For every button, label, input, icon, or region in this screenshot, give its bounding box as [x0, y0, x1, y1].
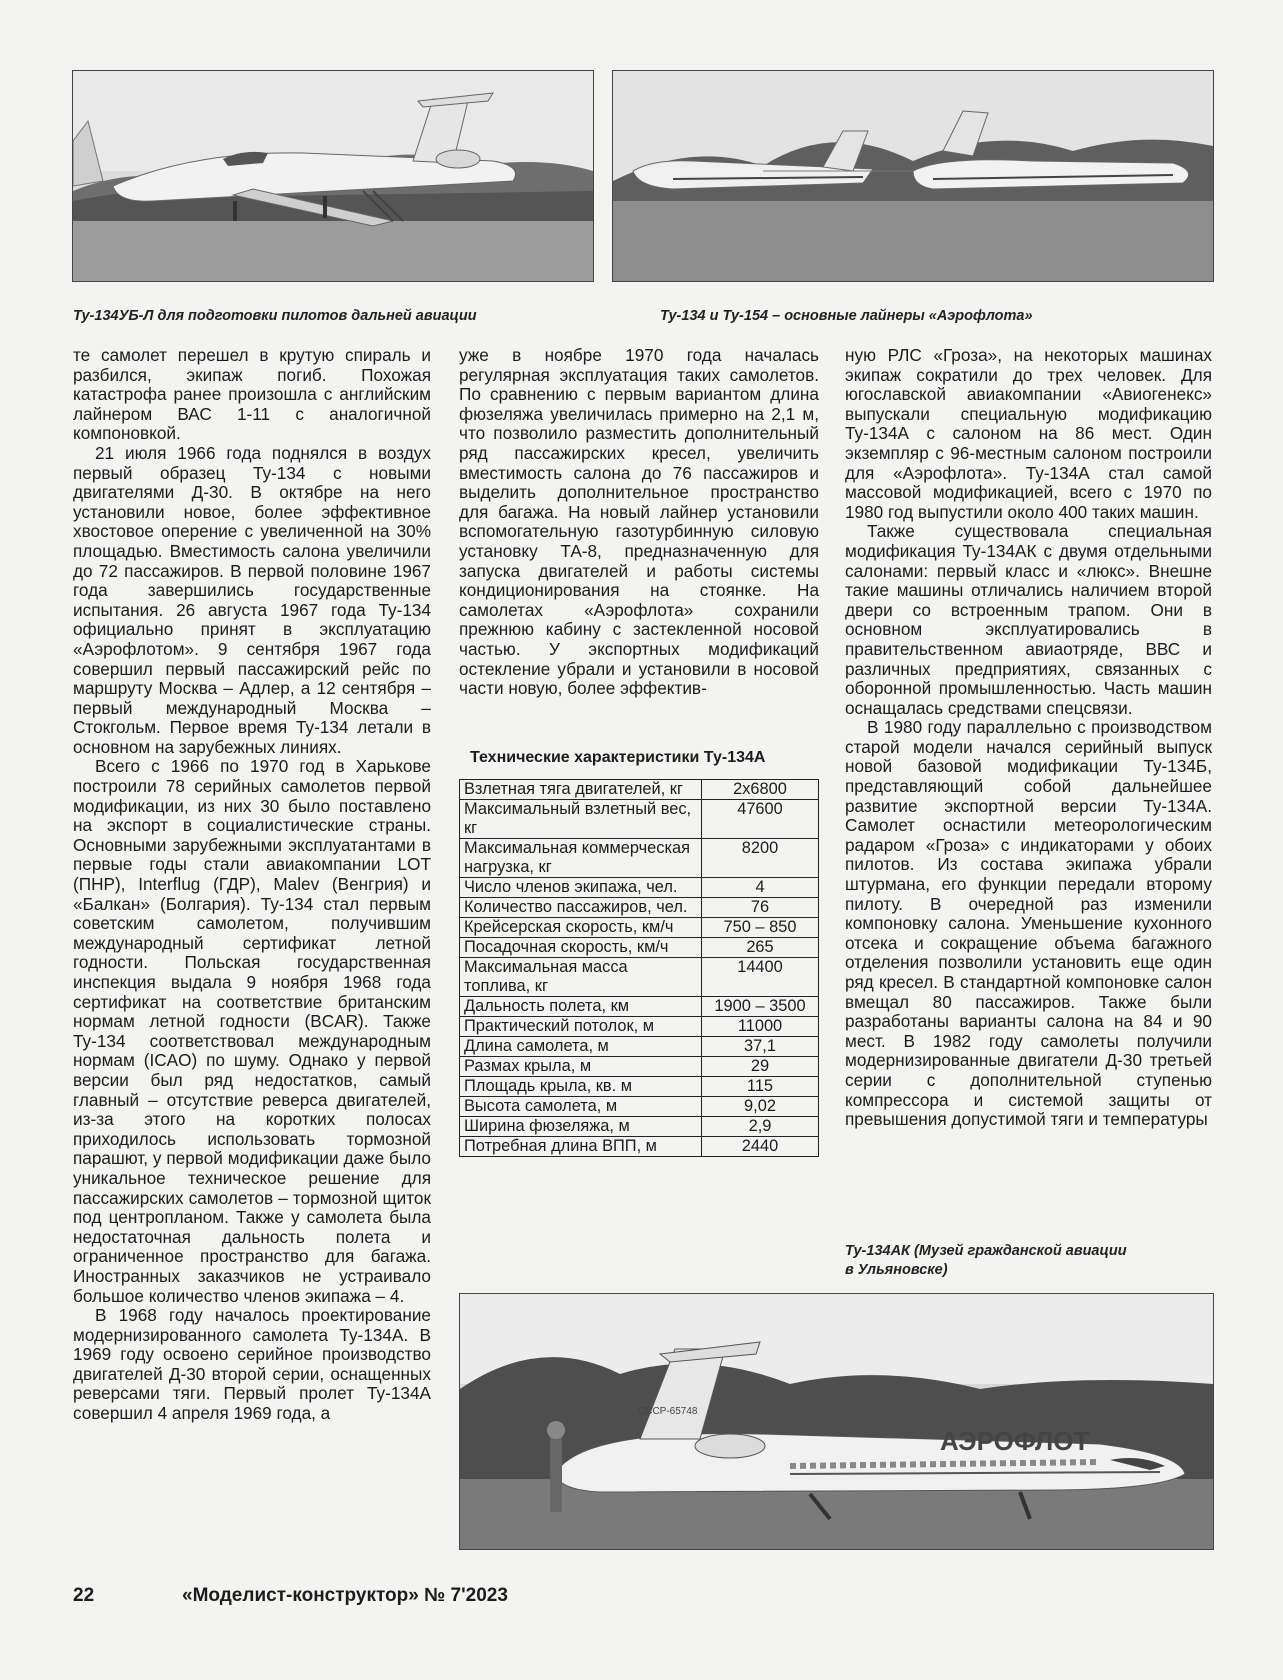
spec-parameter: Потребная длина ВПП, м — [460, 1137, 702, 1157]
spec-parameter: Посадочная скорость, км/ч — [460, 938, 702, 958]
tu134-tu154-image — [613, 71, 1213, 281]
spec-value: 115 — [702, 1077, 819, 1097]
text-column-3 — [845, 346, 1212, 1130]
spec-parameter: Число членов экипажа, чел. — [460, 878, 702, 898]
specs-row — [460, 1037, 819, 1057]
spec-value: 9,02 — [702, 1097, 819, 1117]
page-number: 22 — [73, 1585, 95, 1606]
photo-tu134-tu154 — [612, 70, 1214, 282]
specs-row — [460, 1097, 819, 1117]
text-column-2 — [459, 346, 819, 699]
specs-table — [459, 779, 819, 1157]
col1-paragraph: 21 июля 1966 года поднялся в воздух первый образец Ту-134 с новыми двигателями Д-30. В октябре на него установили новое, более эффективное хвостовое оперение с увеличенной на 30% площадью. Вместимость салона увеличили до 72 пассажиров. В первой половине 1967 года завершились государственные испытания. 26 августа 1967 года Ту-134 официально принят в эксплуатацию «Аэрофлотом». 9 сентября 1967 года совершил первый пассажирский рейс по маршруту Москва – Адлер, а 12 сентября – первый международный Москва – Стокгольм. Первое время Ту-134 летали в основном на зарубежных линиях. — [73, 442, 431, 757]
specs-row — [460, 1077, 819, 1097]
spec-parameter: Практический потолок, м — [460, 1017, 702, 1037]
photo-tu134ak — [459, 1293, 1214, 1550]
spec-value: 2440 — [702, 1137, 819, 1157]
caption-tu134ubl: Ту-134УБ-Л для подготовки пилотов дальней авиации — [73, 308, 477, 324]
spec-parameter: Длина самолета, м — [460, 1037, 702, 1057]
spec-value: 8200 — [702, 839, 819, 878]
spec-value: 265 — [702, 938, 819, 958]
specs-row — [460, 938, 819, 958]
text-column-1 — [73, 346, 431, 1424]
specs-row — [460, 800, 819, 839]
col3-paragraph: Также существовала специальная модификация Ту-134АК с двумя отдельными салонами: первый класс и «люкс». Внешне такие машины отличались наличием второй двери со встроенным трапом. Они в основном эксплуатировались в правительственном авиаотряде, ВВС и различных предприятиях, связанных с оборонной промышленностью. Часть машин оснащалась средствами спецсвязи. — [845, 521, 1212, 718]
spec-value: 2,9 — [702, 1117, 819, 1137]
spec-value: 76 — [702, 898, 819, 918]
spec-parameter: Количество пассажиров, чел. — [460, 898, 702, 918]
spec-value: 750 – 850 — [702, 918, 819, 938]
spec-value: 2х6800 — [702, 780, 819, 800]
col1-paragraph: Всего с 1966 по 1970 год в Харькове построили 78 серийных самолетов первой модификации, из них 30 было поставлено на экспорт в социалистические страны. Основными зарубежными эксплуатантами в первые годы стали авиакомпании LOT (ПНР), Interflug (ГДР), Malev (Венгрия) и «Балкан» (Болгария). Ту-134 стал первым советским самолетом, получившим международный сертификат летной годности. Польская государственная инспекция выдала 9 ноября 1968 года сертификат на соответствие британским нормам летной годности (BCAR). Также Ту-134 соответствовал международным нормам (ICAO) по шуму. Однако у первой версии был ряд недостатков, самый главный – отсутствие реверса двигателей, из-за этого на коротких полосах приходилось использовать тормозной парашют, у первой модификации даже было уникальное техническое решение для пассажирских самолетов – тормозной щиток под центропланом. Также у самолета была недостаточная дальность полета и ограниченное пространство для багажа. Иностранных заказчиков не устраивало большое количество членов экипажа – 4. — [73, 756, 431, 1306]
spec-parameter: Площадь крыла, кв. м — [460, 1077, 702, 1097]
spec-parameter: Размах крыла, м — [460, 1057, 702, 1077]
spec-parameter: Крейсерская скорость, км/ч — [460, 918, 702, 938]
spec-parameter: Взлетная тяга двигателей, кг — [460, 780, 702, 800]
tu134ubl-image — [73, 71, 593, 281]
spec-parameter: Максимальная масса топлива, кг — [460, 958, 702, 997]
specs-row — [460, 958, 819, 997]
specs-row — [460, 839, 819, 878]
specs-row — [460, 1017, 819, 1037]
col1-paragraph: В 1968 году началось проектирование модернизированного самолета Ту-134А. В 1969 году освоено серийное производство двигателей Д-30 второй серии, оснащенных реверсами тяги. Первый пролет Ту-134А совершил 4 апреля 1969 года, а — [73, 1305, 431, 1424]
caption-tu134ak-line2: в Ульяновске) — [845, 1262, 948, 1278]
col1-paragraph: те самолет перешел в крутую спираль и разбился, экипаж погиб. Похожая катастрофа ранее произошла с английским лайнером ВАС 1-11 с аналогичной компоновкой. — [73, 345, 431, 444]
specs-row — [460, 1057, 819, 1077]
spec-parameter: Высота самолета, м — [460, 1097, 702, 1117]
col3-paragraph: В 1980 году параллельно с производством старой модели начался серийный выпуск новой базовой модификации Ту-134Б, представляющий собой дальнейшее развитие экспортной версии Ту-134А. Самолет оснастили метеорологическим радаром «Гроза» с индикаторами у обоих пилотов. Из состава экипажа убрали штурмана, его функции передали второму пилоту. В очередной раз изменили компоновку салона. Уменьшение кухонного отсека и сокращение объема багажного отделения позволили установить еще один ряд кресел. В стандартной компоновке салон вмещал 80 пассажиров. Также были разработаны варианты салона на 84 и 90 мест. В 1982 году самолеты получили модернизированные двигатели Д-30 третьей серии с дополнительной ступенью компрессора и системой защиты от превышения допустимой тяги и температуры — [845, 717, 1212, 1130]
spec-parameter: Максимальный взлетный вес, кг — [460, 800, 702, 839]
caption-tu134ak — [845, 1242, 1127, 1280]
spec-value: 1900 – 3500 — [702, 997, 819, 1017]
registration-text: СССР-65748 — [638, 1406, 698, 1417]
spec-parameter: Максимальная коммерческая нагрузка, кг — [460, 839, 702, 878]
livery-text: АЭРОФЛОТ — [940, 1426, 1090, 1456]
specs-row — [460, 997, 819, 1017]
spec-value: 29 — [702, 1057, 819, 1077]
spec-value: 14400 — [702, 958, 819, 997]
col2-paragraph: уже в ноябре 1970 года началась регулярная эксплуатация таких самолетов. По сравнению с первым вариантом длина фюзеляжа увеличилась примерно на 2,1 м, что позволило разместить дополнительный ряд пассажирских кресел, увеличить вместимость салона до 76 пассажиров и выделить дополнительное пространство для багажа. На новый лайнер установили вспомогательную газотурбинную силовую установку ТА-8, предназначенную для запуска двигателей и работы системы кондиционирования на стоянке. На самолетах «Аэрофлота» сохранили прежнюю кабину с застекленной носовой частью. У экспортных модификаций остекление убрали и установили в носовой части новую, более эффектив- — [459, 345, 819, 699]
spec-value: 47600 — [702, 800, 819, 839]
col3-paragraph: ную РЛС «Гроза», на некоторых машинах экипаж сократили до трех человек. Для югославской авиакомпании «Авиогенекс» выпускали специальную модификацию Ту-134А с салоном на 86 мест. Один экземпляр с 96-местным салоном построили для «Аэрофлота». Ту-134А стал самой массовой модификацией, всего с 1970 по 1980 год выпустили около 400 таких машин. — [845, 345, 1212, 522]
specs-row — [460, 918, 819, 938]
magazine-title: «Моделист-конструктор» № 7'2023 — [182, 1585, 508, 1606]
photo-tu134ubl — [72, 70, 594, 282]
caption-tu134ak-line1: Ту-134АК (Музей гражданской авиации — [845, 1243, 1127, 1259]
specs-row — [460, 1137, 819, 1157]
spec-value: 37,1 — [702, 1037, 819, 1057]
specs-row — [460, 898, 819, 918]
tu134ak-image — [460, 1294, 1213, 1549]
specs-row — [460, 878, 819, 898]
spec-value: 4 — [702, 878, 819, 898]
spec-parameter: Ширина фюзеляжа, м — [460, 1117, 702, 1137]
caption-tu134-tu154: Ту-134 и Ту-154 – основные лайнеры «Аэрофлота» — [660, 308, 1033, 324]
spec-value: 11000 — [702, 1017, 819, 1037]
spec-parameter: Дальность полета, км — [460, 997, 702, 1017]
specs-table-title: Технические характеристики Ту-134А — [470, 749, 766, 766]
specs-row — [460, 780, 819, 800]
specs-row — [460, 1117, 819, 1137]
